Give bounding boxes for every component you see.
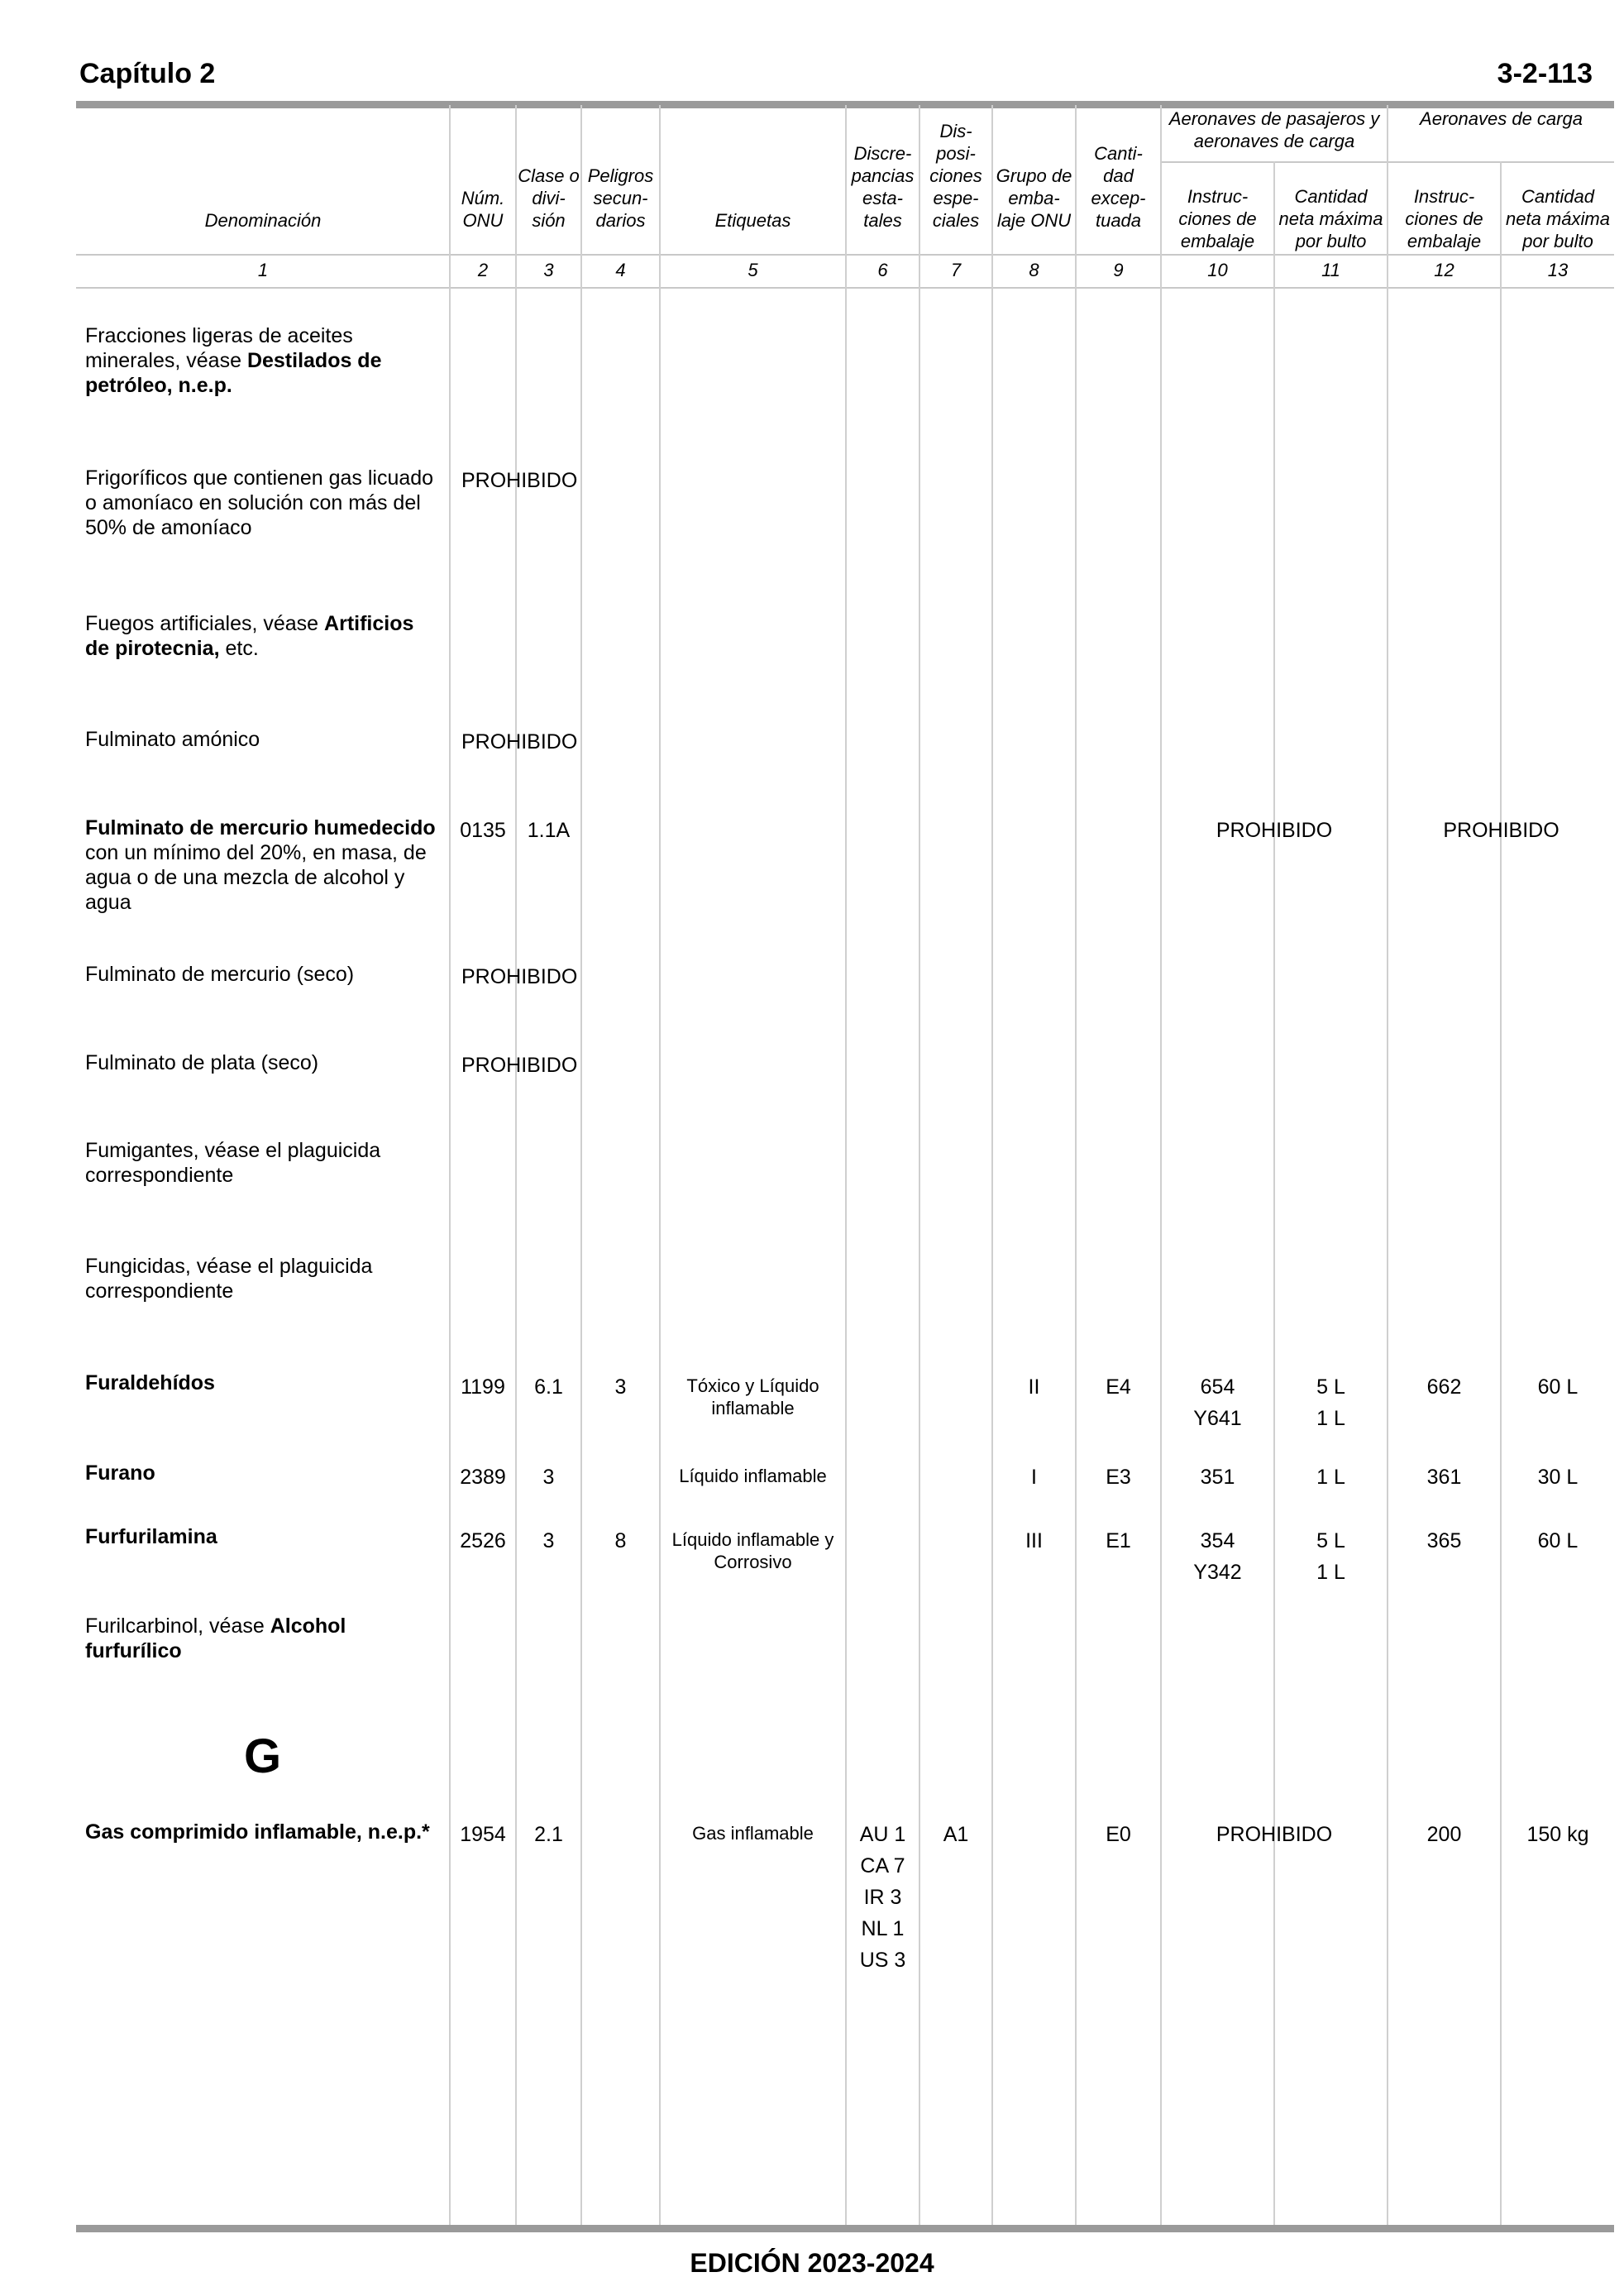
- status-prohibido: PROHIBIDO: [461, 965, 578, 988]
- column-number: 13: [1547, 260, 1569, 280]
- excepted-quantity: E3: [1106, 1466, 1131, 1489]
- packing-instruction: 354 Y342: [1193, 1529, 1242, 1584]
- group-header-pasajeros: Aeronaves de pasajeros y aeronaves de carga: [1168, 108, 1380, 151]
- cargo-prohibido: PROHIBIDO: [1443, 819, 1560, 842]
- chapter-title: Capítulo 2: [79, 58, 216, 89]
- entry-name: Fulminato de mercurio (seco): [85, 963, 355, 986]
- class-division: 6.1: [534, 1375, 563, 1399]
- col-header-denominacion: Denominación: [204, 210, 322, 231]
- column-number: 5: [748, 260, 758, 280]
- edition-footer: EDICIÓN 2023-2024: [690, 2248, 934, 2278]
- packing-group: III: [1025, 1529, 1043, 1552]
- col-header-instrucciones-pass: Instruc- ciones de embalaje: [1178, 186, 1257, 251]
- label-text: Tóxico y Líquido inflamable: [686, 1375, 819, 1418]
- column-number: 9: [1113, 260, 1124, 280]
- cargo-max-net-quantity: 60 L: [1537, 1375, 1579, 1399]
- page-number: 3-2-113: [1497, 58, 1593, 89]
- column-number: 7: [950, 260, 962, 280]
- passenger-prohibido: PROHIBIDO: [1216, 1823, 1333, 1846]
- passenger-prohibido: PROHIBIDO: [1216, 819, 1333, 842]
- label-text: Gas inflamable: [692, 1823, 814, 1844]
- col-header-etiquetas: Etiquetas: [714, 210, 791, 231]
- col-header-grupo-embalaje: Grupo de emba- laje ONU: [996, 165, 1072, 231]
- un-number: 1199: [461, 1375, 505, 1399]
- cargo-packing-instruction: 361: [1426, 1466, 1462, 1489]
- excepted-quantity: E4: [1106, 1375, 1131, 1399]
- entry-name: Furano: [85, 1461, 155, 1485]
- label-text: Líquido inflamable y Corrosivo: [671, 1529, 834, 1572]
- subsidiary-hazard: 8: [614, 1529, 627, 1552]
- col-header-disposiciones: Dis- posi- ciones espe- ciales: [929, 121, 982, 231]
- bottom-rule: [76, 2225, 1614, 2232]
- entry-name: Fulminato amónico: [85, 728, 260, 751]
- packing-group: I: [1031, 1466, 1037, 1489]
- subsidiary-hazard: 3: [614, 1375, 627, 1399]
- col-header-instrucciones-cargo: Instruc- ciones de embalaje: [1405, 186, 1483, 251]
- status-prohibido: PROHIBIDO: [461, 469, 578, 492]
- cargo-max-net-quantity: 30 L: [1537, 1466, 1579, 1489]
- class-division: 3: [542, 1466, 555, 1489]
- col-header-peligros: Peligros secun- darios: [587, 165, 654, 231]
- status-prohibido: PROHIBIDO: [461, 730, 578, 753]
- entry-name: Fulminato de mercurio humedecido con un mínimo del 20%, en masa, de agua o de una mezcla de alcohol y agua: [85, 816, 436, 914]
- column-number: 12: [1434, 260, 1454, 280]
- entry-name: Fuegos artificiales, véase Artificios de pirotecnia, etc.: [85, 612, 414, 660]
- section-letter: G: [244, 1729, 282, 1783]
- cargo-max-net-quantity: 60 L: [1537, 1529, 1579, 1552]
- max-net-quantity: 1 L: [1316, 1466, 1345, 1489]
- special-provision: A1: [943, 1823, 969, 1846]
- entry-name: Frigoríficos que contienen gas licuado o amoníaco en solución con más del 50% de amoníaco: [85, 466, 434, 539]
- entry-name: Fungicidas, véase el plaguicida correspondiente: [85, 1255, 373, 1303]
- max-net-quantity: 5 L 1 L: [1316, 1375, 1345, 1430]
- max-net-quantity: 5 L 1 L: [1316, 1529, 1345, 1584]
- entry-name: Gas comprimido inflamable, n.e.p.*: [85, 1820, 430, 1844]
- label-text: Líquido inflamable: [679, 1466, 827, 1486]
- column-number: 4: [615, 260, 626, 280]
- column-number: 6: [877, 260, 888, 280]
- cargo-max-net-quantity: 150 kg: [1526, 1823, 1589, 1846]
- column-number: 11: [1321, 260, 1340, 280]
- col-header-num-onu: Núm. ONU: [461, 188, 505, 231]
- column-number: 10: [1207, 260, 1228, 280]
- col-header-cantidad-exceptuada: Canti- dad excep- tuada: [1091, 143, 1146, 231]
- state-variations: AU 1 CA 7 IR 3 NL 1 US 3: [859, 1823, 906, 1972]
- cargo-packing-instruction: 365: [1426, 1529, 1462, 1552]
- column-number: 3: [543, 260, 554, 280]
- col-header-clase: Clase o divi- sión: [518, 165, 580, 231]
- cargo-packing-instruction: 200: [1426, 1823, 1462, 1846]
- column-number: 1: [257, 260, 269, 280]
- cargo-packing-instruction: 662: [1426, 1375, 1462, 1399]
- packing-instruction: 654 Y641: [1193, 1375, 1242, 1430]
- entry-name: Furfurilamina: [85, 1525, 217, 1548]
- class-division: 3: [542, 1529, 555, 1552]
- un-number: 2389: [460, 1466, 506, 1489]
- class-division: 2.1: [534, 1823, 563, 1846]
- entry-name: Furilcarbinol, véase Alcohol furfurílico: [85, 1614, 346, 1662]
- class-division: 1.1A: [527, 819, 571, 842]
- status-prohibido: PROHIBIDO: [461, 1054, 578, 1077]
- excepted-quantity: E0: [1106, 1823, 1131, 1846]
- un-number: 1954: [460, 1823, 506, 1846]
- col-header-discrepancias: Discre- pancias esta- tales: [851, 143, 915, 231]
- column-number: 8: [1029, 260, 1039, 280]
- entry-name: Fulminato de plata (seco): [85, 1051, 319, 1074]
- col-header-cantidad-cargo: Cantidad neta máxima por bulto: [1506, 186, 1610, 251]
- excepted-quantity: E1: [1106, 1529, 1131, 1552]
- un-number: 2526: [460, 1529, 506, 1552]
- packing-instruction: 351: [1200, 1466, 1235, 1489]
- column-number: 2: [477, 260, 489, 280]
- group-header-carga: Aeronaves de carga: [1420, 108, 1583, 129]
- col-header-cantidad-pass: Cantidad neta máxima por bulto: [1278, 186, 1383, 251]
- entry-name: Fracciones ligeras de aceites minerales, véase Destilados de petróleo, n.e.p.: [85, 324, 382, 397]
- un-number: 0135: [460, 819, 506, 842]
- packing-group: II: [1028, 1375, 1040, 1399]
- entry-name: Fumigantes, véase el plaguicida correspondiente: [85, 1139, 381, 1187]
- entry-name: Furaldehídos: [85, 1371, 215, 1394]
